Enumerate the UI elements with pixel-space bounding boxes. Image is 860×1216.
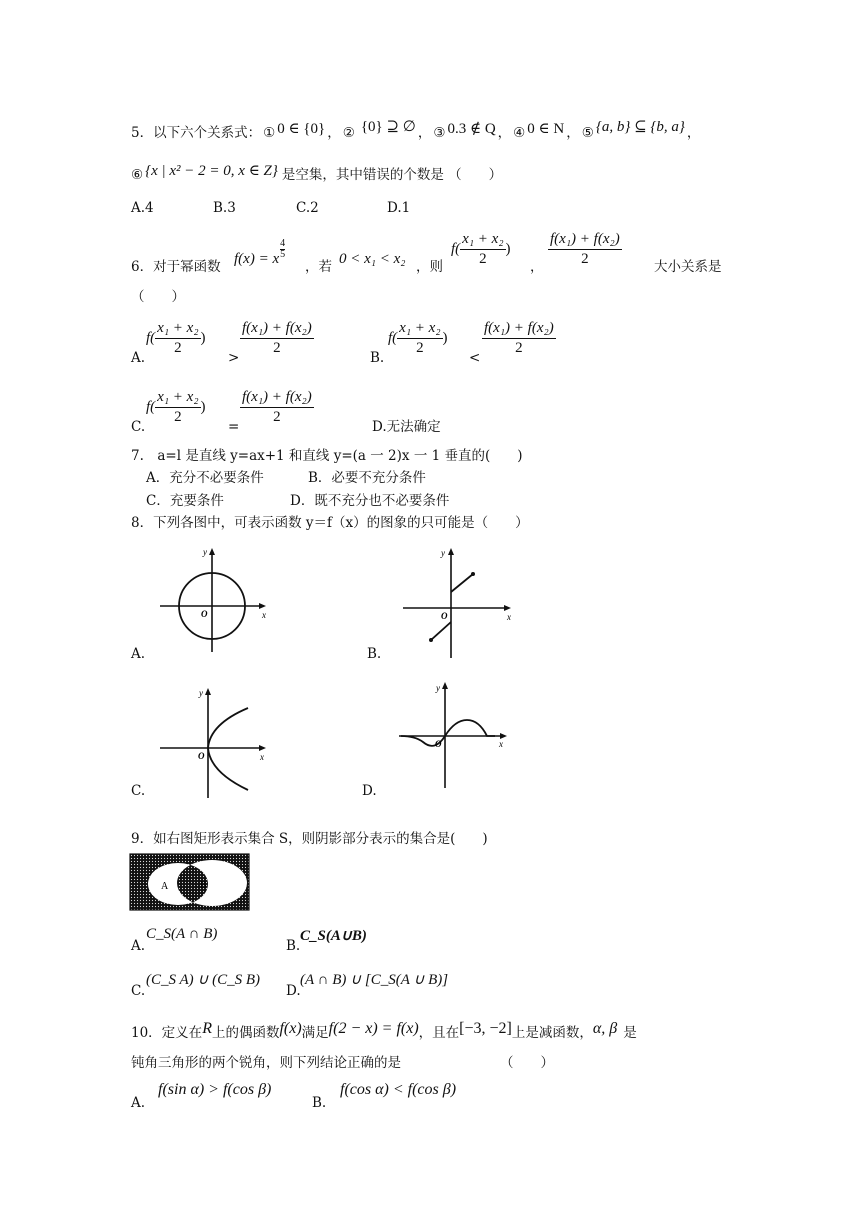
q6-option-a-label: A.: [131, 350, 146, 366]
q10-p3: 满足: [301, 1025, 329, 1041]
q7-option-d: D．既不充分也不必要条件: [290, 493, 450, 509]
q6-cond-prefix: ，若: [305, 259, 332, 275]
q6-option-c-label: C.: [131, 419, 146, 435]
q9-option-c-label: C.: [131, 983, 146, 999]
q8-label-c: C.: [131, 783, 146, 799]
q6-option-b-rhs: $\frac{\text{f(x₁) + f(x₂)}}{2}$: [484, 320, 554, 356]
q5-relation-1: 0 ∈ {0}: [277, 121, 326, 137]
q6-paren: （ ）: [131, 289, 185, 305]
origin-label: O: [198, 751, 205, 761]
q5-relation-6: {x | x² − 2 = 0, x ∈ Z}: [145, 163, 278, 179]
q9-option-b: C_S(A∪B): [300, 928, 367, 944]
q6-option-d: D.无法确定: [372, 419, 441, 435]
origin-label: O: [201, 609, 208, 619]
q6-stem-lhs: f( $\frac{\text{x₁ + x₂}}{2}$ ): [451, 231, 511, 267]
q6-prefix: 6．对于幂函数: [131, 259, 221, 275]
q8-graph-b: [395, 540, 520, 660]
q10-p4: ，且在: [418, 1025, 460, 1041]
q5-option-a: A.4: [131, 200, 154, 216]
q7-option-a: A．充分不必要条件: [146, 470, 264, 486]
q5-relation-2: {0} ⊇ ∅: [360, 119, 416, 135]
q6-power-function: f(x) = x $\frac{4}{5}$: [234, 238, 286, 267]
y-label: y: [441, 548, 445, 558]
q5-relation-4: 0 ∈ N: [527, 121, 565, 137]
q9-option-a-label: A.: [131, 938, 146, 954]
q6-option-b-lhs: f( $\frac{\text{x₁ + x₂}}{2}$ ): [388, 320, 448, 356]
q5-r1-mark: ①: [263, 125, 276, 141]
q10-option-b-label: B.: [312, 1095, 327, 1111]
q8-stem: 8．下列各图中，可表示函数 y＝f（x）的图象的只可能是（ ）: [131, 515, 529, 531]
parabola-curve: [208, 708, 248, 790]
q6-option-b-sign: <: [469, 350, 481, 366]
q6-option-c-sign: =: [228, 419, 240, 435]
q7-option-b: B．必要不充分条件: [308, 470, 426, 486]
q5-r2-mark: ②: [342, 125, 355, 141]
q10-interval: [−3, −2]: [459, 1020, 512, 1037]
q5-relation-5: {a, b} ⊆ {b, a}: [595, 119, 685, 135]
q5-r3-mark: ③: [433, 125, 446, 141]
q6-exp-num: 4: [280, 238, 286, 249]
q9-venn-diagram: [130, 854, 249, 910]
q8-graph-a: [150, 540, 275, 655]
q10-p1: 10．定义在: [131, 1025, 203, 1041]
x-label: x: [260, 752, 264, 762]
q7-stem: 7. a=l 是直线 y=ax+1 和直线 y=(a 一 2)x 一 1 垂直的( ): [131, 448, 523, 464]
q7-option-c: C．充要条件: [146, 493, 224, 509]
q8-label-b: B.: [367, 646, 382, 662]
q6-tail: 大小关系是: [654, 259, 722, 275]
q10-paren: （ ）: [500, 1055, 554, 1071]
q10-line1: [131, 1020, 637, 1042]
q8-label-a: A.: [131, 646, 146, 662]
q6-option-a-sign: >: [228, 350, 240, 366]
upper-segment: [451, 574, 473, 592]
q10-alpha-beta: α, β: [592, 1020, 618, 1037]
y-label: y: [199, 688, 203, 698]
q8-graph-c: [150, 680, 275, 800]
q10-option-a-label: A.: [131, 1095, 146, 1111]
q9-option-a: C_S(A ∩ B): [146, 926, 218, 942]
q10-p2: 上的偶函数: [211, 1025, 280, 1041]
q6-option-c-lhs: f( $\frac{\text{x₁ + x₂}}{2}$ ): [146, 389, 206, 425]
origin-label: O: [441, 611, 448, 621]
q6-stem-rhs: $\frac{\text{f(x₁) + f(x₂)}}{2}$: [550, 231, 620, 267]
q5-line1: 5．以下六个关系式： ① 0 ∈ {0} ， ② {0} ⊇ ∅ ， ③ 0.3 ∉ Q ， ④ 0 ∈ N ， ⑤ {a, b} ⊆ {b, a} ，: [131, 119, 701, 141]
q6-option-b-label: B.: [370, 350, 385, 366]
q10-p6: 是: [623, 1025, 637, 1041]
q6-option-a-lhs: f( $\frac{\text{x₁ + x₂}}{2}$ ): [146, 320, 206, 356]
q10-eq: f(2 − x) = f(x): [328, 1020, 419, 1037]
wave-curve: [401, 720, 495, 746]
q10-line2: 钝角三角形的两个锐角，则下列结论正确的是: [131, 1055, 401, 1071]
x-label: x: [262, 610, 266, 620]
x-label: x: [499, 739, 503, 749]
q9-stem: 9．如右图矩形表示集合 S，则阴影部分表示的集合是( ): [131, 831, 488, 847]
q5-option-b: B.3: [213, 200, 236, 216]
q6-option-a-rhs: $\frac{\text{f(x₁) + f(x₂)}}{2}$: [242, 320, 312, 356]
q5-prefix: 5．以下六个关系式：: [131, 125, 262, 141]
q9-option-d-label: D.: [286, 983, 301, 999]
venn-label-a: A: [161, 881, 169, 892]
q5-r4-mark: ④: [513, 125, 526, 141]
x-label: x: [507, 612, 511, 622]
y-label: y: [436, 683, 440, 693]
q10-r: R: [202, 1020, 212, 1037]
q6-option-c-rhs: $\frac{\text{f(x₁) + f(x₂)}}{2}$: [242, 389, 312, 425]
q10-fx: f(x): [279, 1020, 302, 1037]
q5-tail: 是空集，其中错误的个数是 （ ）: [281, 167, 503, 183]
q5-relation-3: 0.3 ∉ Q: [447, 121, 496, 137]
y-label: y: [203, 547, 207, 557]
q10-p5: 上是减函数，: [511, 1025, 593, 1041]
q5-option-d: D.1: [387, 200, 411, 216]
origin-label: O: [435, 739, 442, 749]
q9-option-c: (C_S A) ∪ (C_S B): [146, 972, 261, 988]
q6-comma: ，: [530, 259, 544, 275]
q8-graph-d: [395, 676, 520, 801]
q5-line2: [131, 163, 503, 184]
venn-label-b: B: [200, 880, 207, 891]
q9-option-d: (A ∩ B) ∪ [C_S(A ∪ B)]: [300, 972, 449, 988]
q6-cond-suffix: ，则: [416, 259, 443, 275]
q5-r5-mark: ⑤: [581, 125, 594, 141]
q6-exp-den: 5: [280, 249, 286, 260]
q5-r6-mark: ⑥: [131, 167, 144, 183]
q6-condition: 0 < x₁ < x₂: [339, 251, 406, 267]
q5-option-c: C.2: [296, 200, 319, 216]
q8-label-d: D.: [362, 783, 377, 799]
lower-segment: [431, 622, 451, 640]
q9-option-b-label: B.: [286, 938, 301, 954]
q10-option-a: f(sin α) > f(cos β): [158, 1081, 272, 1098]
q10-option-b: f(cos α) < f(cos β): [340, 1081, 457, 1098]
